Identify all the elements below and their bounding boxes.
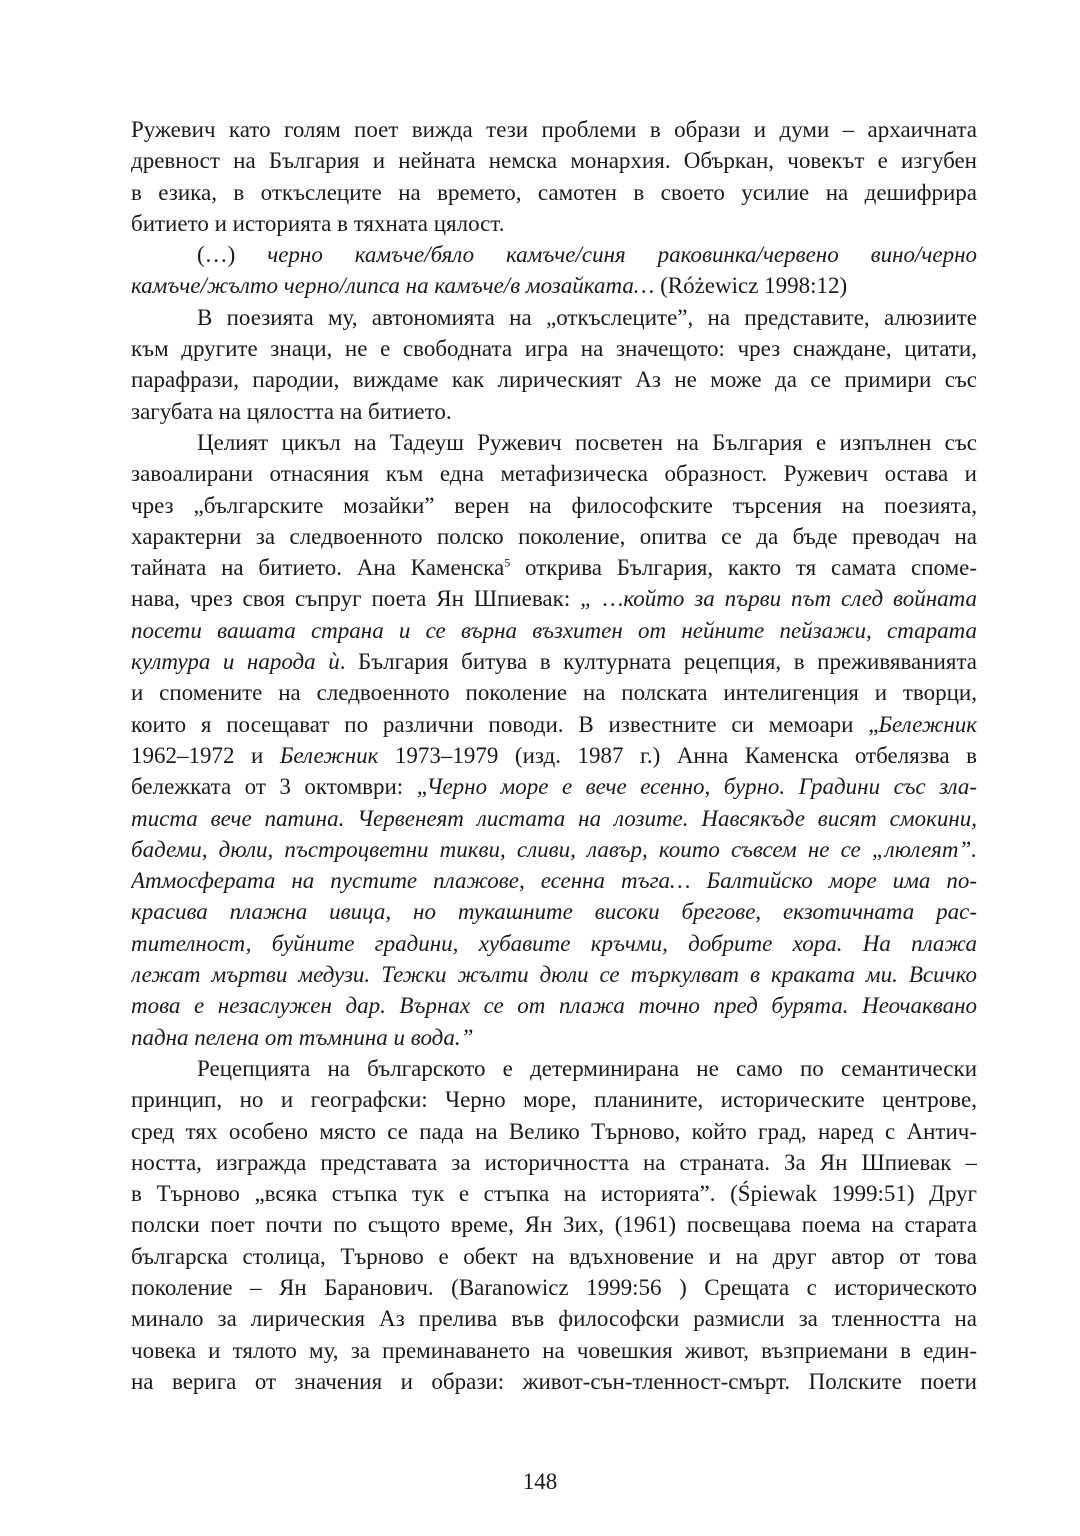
text-segment: В поезията му, автономията на „откъслеците”, на представите, алюзиите: [197, 304, 977, 330]
text-line: [131, 490, 977, 521]
text-line: [131, 928, 977, 959]
text-line: [131, 1272, 977, 1303]
text-line: [131, 396, 977, 427]
text-segment: (Różewicz 1998:12): [654, 273, 848, 299]
page-body: [131, 114, 977, 1397]
text-line: [131, 896, 977, 927]
text-line: [131, 364, 977, 395]
italic-text: черно камъче/бяло камъче/синя раковинка/червено вино/черно: [267, 242, 977, 268]
text-line: [131, 1116, 977, 1147]
page-number: 148: [522, 1469, 558, 1494]
text-line: [131, 1053, 977, 1084]
italic-text: това е незаслужен дар. Върнах се от плажа точно пред бурята. Неочаквано: [131, 993, 977, 1019]
text-segment: (…): [197, 242, 268, 268]
italic-text: „Черно море е вече есенно, бурно. Градини със зла-: [416, 774, 977, 800]
text-line: [131, 177, 977, 208]
text-segment: Рецепцията на българското е детерминирана не само по семантически: [197, 1055, 977, 1081]
text-segment: полски поет почти по същото време, Ян Зих, (1961) посвещава поема на старата: [131, 1212, 977, 1238]
text-line: [131, 959, 977, 990]
text-segment: загубата на цялостта на битието.: [131, 398, 452, 424]
text-segment: българска столица, Търново е обект на вдъхновение и на друг автор от това: [131, 1243, 977, 1269]
italic-text: лежат мъртви медузи. Тежки жълти дюли се търкулват в краката ми. Всичко: [131, 962, 977, 988]
text-line: [131, 1084, 977, 1115]
italic-text: посети вашата страна и се върна възхитен от нейните пейзажи, старата: [131, 617, 977, 643]
text-segment: древност на България и нейната немска монархия. Объркан, човекът е изгубен: [131, 148, 977, 174]
text-line: [131, 990, 977, 1021]
text-line: [131, 771, 977, 802]
text-line: [131, 333, 977, 364]
italic-text: „ …който за първи път след войната: [580, 586, 977, 612]
italic-text: Бележник: [878, 711, 977, 737]
text-segment: завоалирани отнасяния към една метафизическа образност. Ружевич остава и: [131, 461, 977, 487]
text-line: [131, 1366, 977, 1397]
text-line: [131, 1178, 977, 1209]
text-line: [131, 740, 977, 771]
text-segment: поколение – Ян Баранович. (Baranowicz 1999:56 ) Срещата с историческото: [131, 1274, 977, 1300]
text-segment: парафрази, пародии, виждаме как лирическият Аз не може да се примири със: [131, 367, 977, 393]
text-line: [131, 865, 977, 896]
italic-text: бадеми, дюли, пъстроцветни тикви, сливи, лавър, които съвсем не се „люлеят”.: [131, 836, 977, 862]
text-line: [131, 302, 977, 333]
text-line: [131, 1335, 977, 1366]
text-line: [131, 646, 977, 677]
text-segment: Целият цикъл на Тадеуш Ружевич посветен на България е изпълнен със: [197, 429, 977, 455]
text-segment: ността, изгражда представата за историчността на страната. За Ян Шпиевак –: [131, 1149, 977, 1175]
text-line: [131, 1241, 977, 1272]
text-segment: човека и тялото му, за преминаването на човешкия живот, възприемани в един-: [131, 1337, 977, 1363]
text-segment: на верига от значения и образи: живот-сън-тленност-смърт. Полските поети: [131, 1368, 977, 1394]
text-line: [131, 427, 977, 458]
italic-text: падна пелена от тъмнина и вода.”: [131, 1024, 474, 1050]
text-line: [131, 114, 977, 145]
text-line: [131, 583, 977, 614]
italic-text: тиста вече патина. Червенеят листата на лозите. Навсякъде висят смокини,: [131, 805, 977, 831]
text-line: [131, 834, 977, 865]
footnote-marker: 5: [504, 555, 511, 570]
italic-text: камъче/жълто черно/липса на камъче/в мозайката…: [131, 273, 655, 299]
text-line: [131, 239, 977, 270]
text-line: [131, 677, 977, 708]
text-line: [131, 1022, 977, 1053]
text-line: [131, 803, 977, 834]
text-line: [131, 1147, 977, 1178]
text-line: [131, 145, 977, 176]
italic-text: красива плажна ивица, но тукашните високи брегове, екзотичната рас-: [131, 899, 977, 925]
text-segment: Ружевич като голям поет вижда тези проблеми в образи и думи – архаичната: [131, 117, 977, 142]
text-segment: характерни за следвоенното полско поколение, опитва се да бъде преводач на: [131, 523, 977, 549]
text-line: [131, 615, 977, 646]
text-line: [131, 208, 977, 239]
text-line: [131, 521, 977, 552]
italic-text: Бележник: [279, 742, 379, 768]
text-segment: принцип, но и географски: Черно море, планините, историческите центрове,: [131, 1087, 977, 1113]
text-segment: бележката от 3 октомври:: [131, 774, 417, 800]
text-segment: открива България, както тя самата споме-: [510, 555, 977, 581]
text-line: [131, 552, 977, 583]
text-line: [131, 1303, 977, 1334]
italic-text: култура и народа ѝ: [131, 649, 340, 675]
text-line: [131, 458, 977, 489]
text-segment: в Търново „всяка стъпка тук е стъпка на историята”. (Śpiewak 1999:51) Друг: [131, 1181, 977, 1207]
text-segment: тайната на битието. Ана Каменска: [131, 555, 505, 581]
text-segment: в езика, в откъслеците на времето, самотен в своето усилие на дешифрира: [131, 179, 977, 205]
text-segment: нава, чрез своя съпруг поета Ян Шпиевак:: [131, 586, 581, 612]
italic-text: Атмосферата на пустите плажове, есенна тъга… Балтийско море има по-: [131, 868, 977, 894]
text-segment: 1962–1972 и: [131, 742, 280, 768]
italic-text: тителност, буйните градини, хубавите кръчми, добрите хора. На плажа: [131, 930, 977, 956]
text-segment: сред тях особено място се пада на Велико Търново, който град, наред с Антич-: [131, 1118, 977, 1144]
text-segment: . България битува в културната рецепция, в преживяванията: [339, 649, 977, 675]
text-line: [131, 1209, 977, 1240]
text-segment: които я посещават по различни поводи. В известните си мемоари „: [131, 711, 879, 737]
text-segment: към другите знаци, не е свободната игра на значещото: чрез снаждане, цитати,: [131, 336, 977, 362]
text-segment: 1973–1979 (изд. 1987 г.) Анна Каменска отбелязва в: [378, 742, 977, 768]
text-line: [131, 709, 977, 740]
text-line: [131, 270, 977, 301]
text-segment: битието и историята в тяхната цялост.: [131, 210, 505, 236]
text-segment: чрез „българските мозайки” верен на философските търсения на поезията,: [131, 492, 977, 518]
text-segment: минало за лирическия Аз прелива във философски размисли за тленността на: [131, 1306, 977, 1332]
text-segment: и спомените на следвоенното поколение на полската интелигенция и творци,: [131, 680, 977, 706]
